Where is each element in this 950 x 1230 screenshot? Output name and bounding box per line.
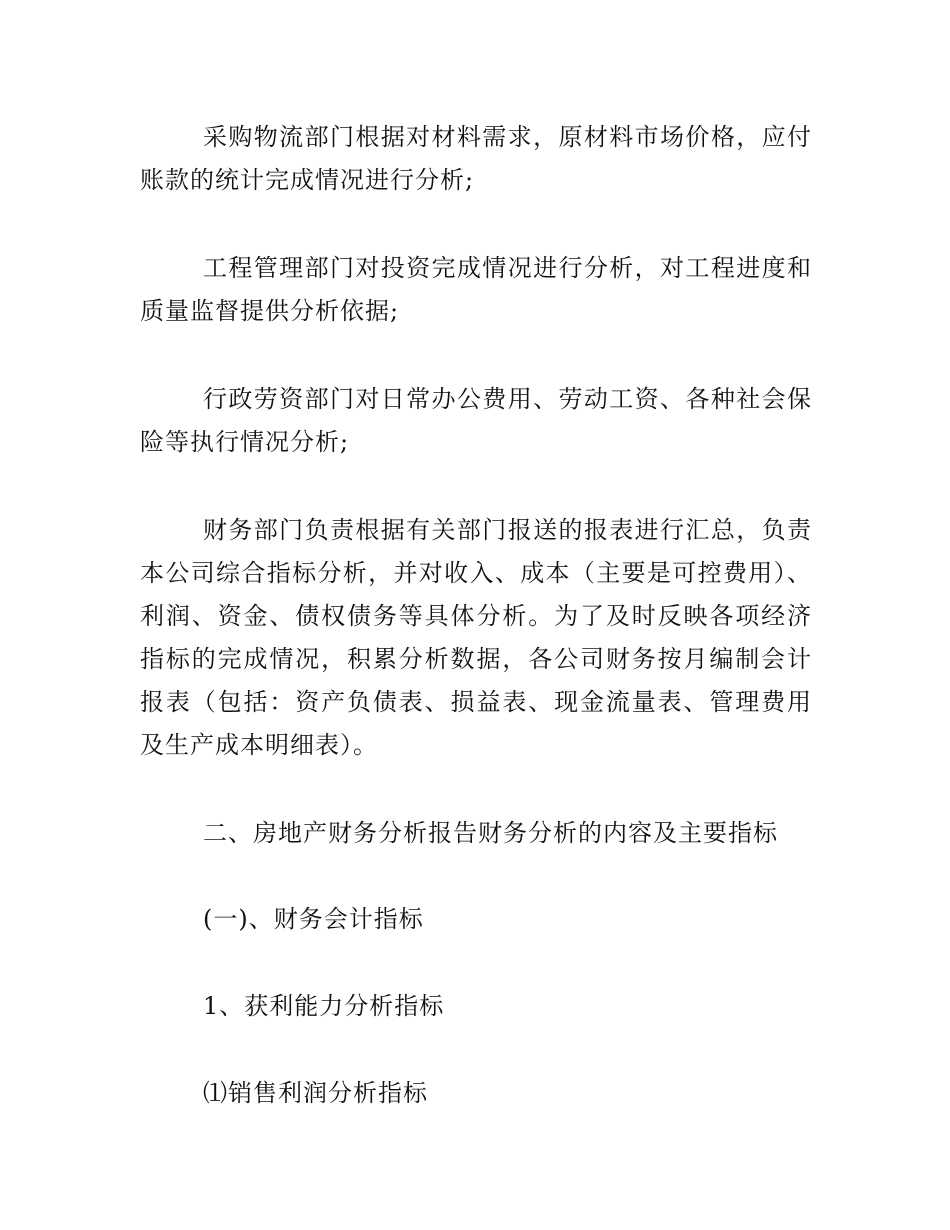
- paragraph-procurement: 采购物流部门根据对材料需求，原材料市场价格，应付账款的统计完成情况进行分析;: [140, 123, 812, 194]
- item-heading-sales-profit: ⑴销售利润分析指标: [203, 1079, 428, 1107]
- section-heading-analysis-content: 二、房地产财务分析报告财务分析的内容及主要指标: [203, 819, 778, 847]
- subsection-heading-accounting-indicators: (一)、财务会计指标: [203, 905, 424, 933]
- paragraph-administration: 行政劳资部门对日常办公费用、劳动工资、各种社会保险等执行情况分析;: [140, 385, 812, 456]
- paragraph-engineering: 工程管理部门对投资完成情况进行分析，对工程进度和质量监督提供分析依据;: [140, 254, 812, 325]
- paragraph-finance: 财务部门负责根据有关部门报送的报表进行汇总，负责本公司综合指标分析，并对收入、成本（主要是可控费用）、利润、资金、债权债务等具体分析。为了及时反映各项经济指标的完成情况，积累分析数据，各公司财务按月编制会计报表（包括：资产负债表、损益表、现金流量表、管理费用及生产成本明细表）。: [140, 516, 812, 759]
- item-heading-profitability: 1、获利能力分析指标: [203, 992, 445, 1020]
